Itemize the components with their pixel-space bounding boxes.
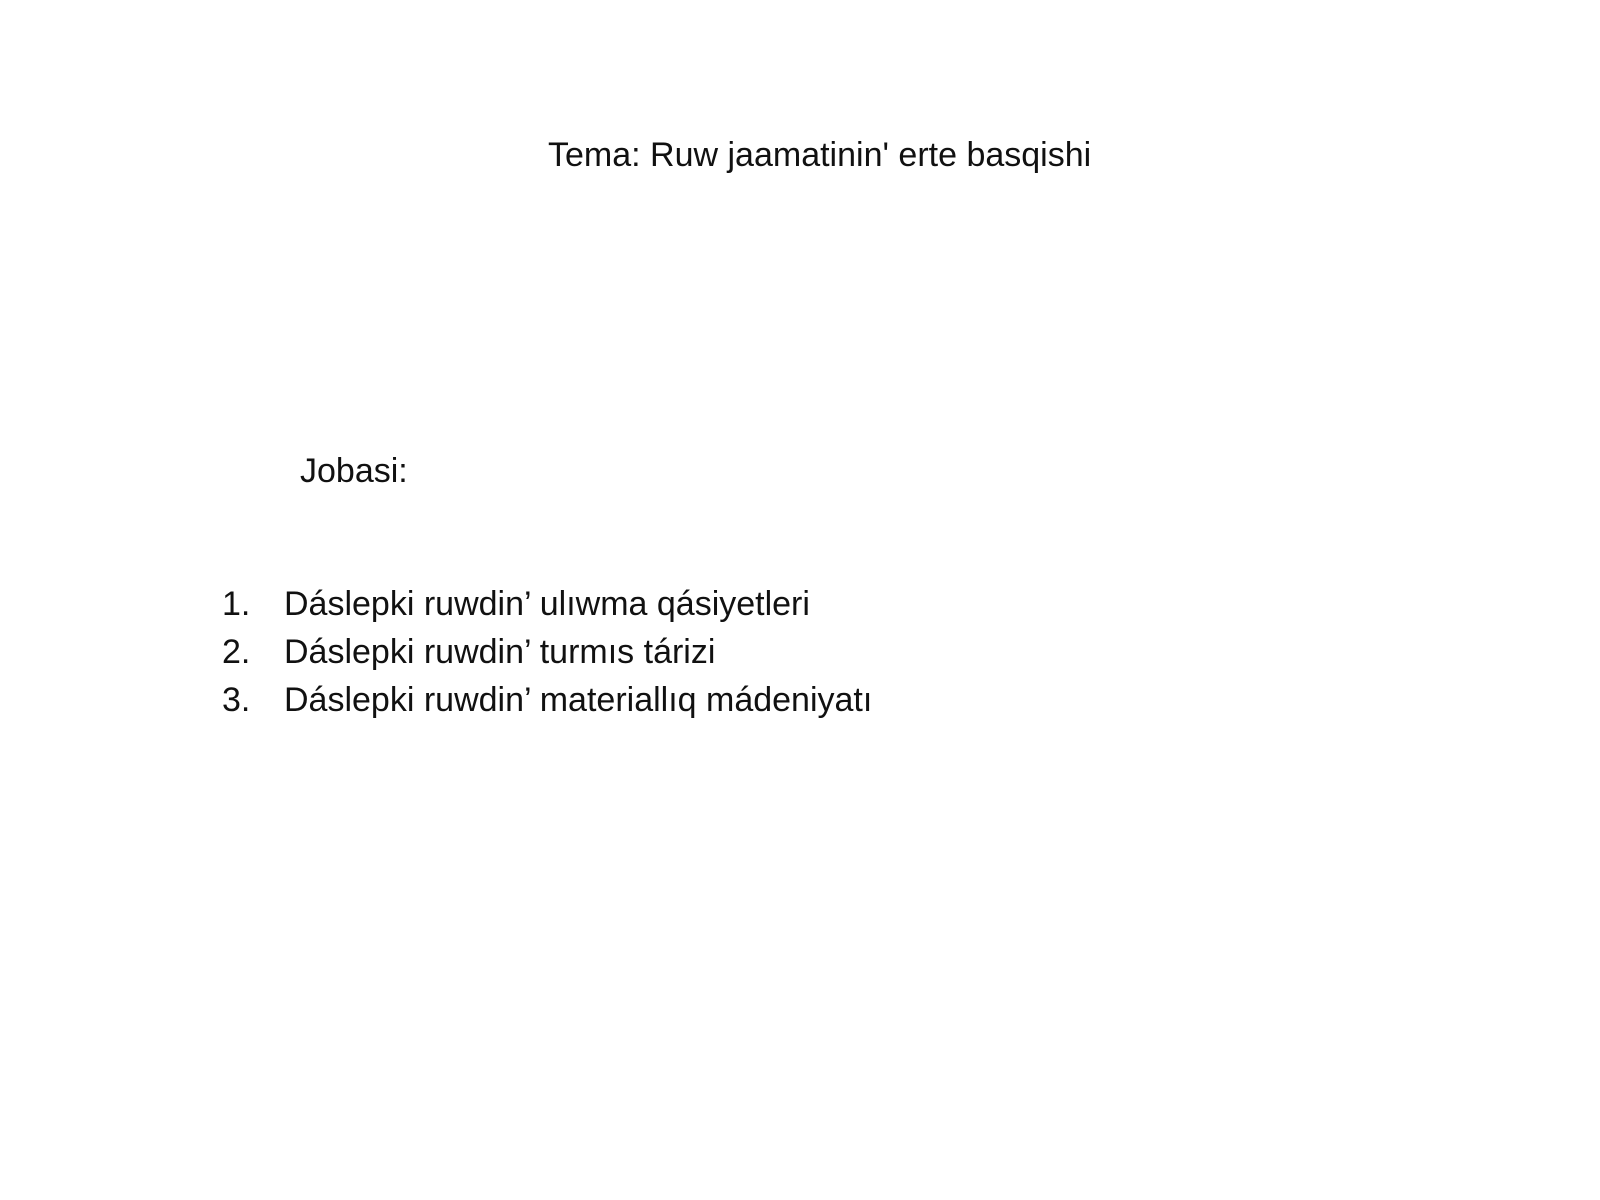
plan-item-number: 2.: [222, 633, 251, 671]
plan-item-2: [222, 628, 872, 676]
plan-item-text: Dáslepki ruwdin’ ulıwma qásiyetleri: [284, 585, 810, 623]
plan-item-number: 1.: [222, 585, 251, 623]
plan-item-text: Dáslepki ruwdin’ materiallıq mádeniyatı: [284, 681, 873, 719]
plan-label: Jobasi:: [300, 452, 408, 490]
plan-item-3: [222, 676, 872, 724]
plan-list: [222, 580, 872, 724]
plan-item-number: 3.: [222, 681, 251, 719]
slide-title: Tema: Ruw jaamatinin' erte basqishi: [548, 136, 1092, 174]
plan-item-text: Dáslepki ruwdin’ turmıs tárizi: [284, 633, 716, 671]
plan-item-1: [222, 580, 872, 628]
